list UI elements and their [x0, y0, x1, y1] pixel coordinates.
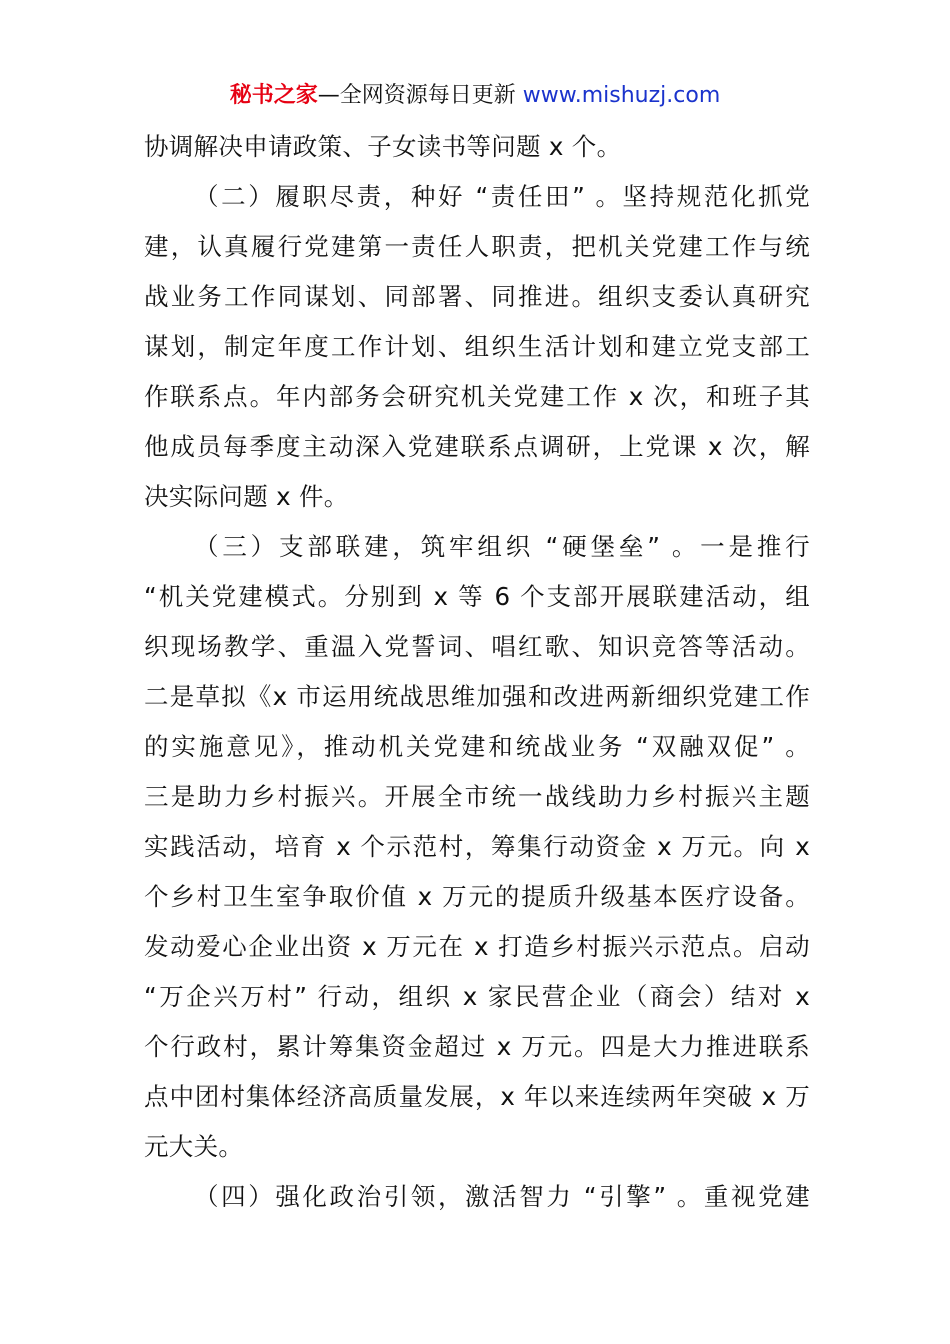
section-heading-line: （四）强化政治引领，激活智力 “引擎” 。重视党建: [194, 1182, 810, 1211]
text-line: 发动爱心企业出资 x 万元在 x 打造乡村振兴示范点。启动: [144, 932, 810, 961]
text-line: “万企兴万村” 行动，组织 x 家民营企业（商会）结对 x: [144, 982, 810, 1011]
text-line: 的实施意见》，推动机关党建和统战业务 “双融双促” 。: [144, 732, 810, 761]
text-line: 个乡村卫生室争取价值 x 万元的提质升级基本医疗设备。: [144, 882, 810, 911]
text-line: 二是草拟《x 市运用统战思维加强和改进两新细织党建工作: [144, 682, 810, 711]
text-line: 建，认真履行党建第一责任人职责，把机关党建工作与统: [144, 232, 810, 261]
text-line: 他成员每季度主动深入党建联系点调研，上党课 x 次，解: [144, 432, 810, 461]
document-body: [144, 122, 810, 1222]
text-line: 决实际问题 x 件。: [144, 482, 349, 511]
text-line: 三是助力乡村振兴。开展全市统一战线助力乡村振兴主题: [144, 782, 810, 811]
text-line: 个行政村，累计筹集资金超过 x 万元。四是大力推进联系: [144, 1032, 810, 1061]
header-url-link[interactable]: www.mishuzj.com: [522, 83, 721, 108]
text-line: 协调解决申请政策、子女读书等问题 x 个。: [144, 132, 622, 161]
page-header: [0, 80, 950, 112]
text-line: “机关党建模式。分别到 x 等 6 个支部开展联建活动，组: [144, 582, 810, 611]
text-line: 战业务工作同谋划、同部署、同推进。组织支委认真研究: [144, 282, 810, 311]
text-line: 元大关。: [144, 1132, 244, 1161]
header-brand: 秘书之家: [229, 83, 318, 108]
text-line: 织现场教学、重温入党誓词、唱红歌、知识竞答等活动。: [144, 632, 810, 661]
header-slogan: —全网资源每日更新: [317, 83, 516, 108]
text-line: 谋划，制定年度工作计划、组织生活计划和建立党支部工: [144, 332, 810, 361]
section-heading-line: （二）履职尽责，种好 “责任田” 。坚持规范化抓党: [194, 182, 810, 211]
section-heading-line: （三）支部联建，筑牢组织 “硬堡垒” 。一是推行: [194, 532, 810, 561]
text-line: 点中团村集体经济高质量发展，x 年以来连续两年突破 x 万: [144, 1082, 810, 1111]
text-line: 作联系点。年内部务会研究机关党建工作 x 次，和班子其: [144, 382, 810, 411]
text-line: 实践活动，培育 x 个示范村，筹集行动资金 x 万元。向 x: [144, 832, 810, 861]
